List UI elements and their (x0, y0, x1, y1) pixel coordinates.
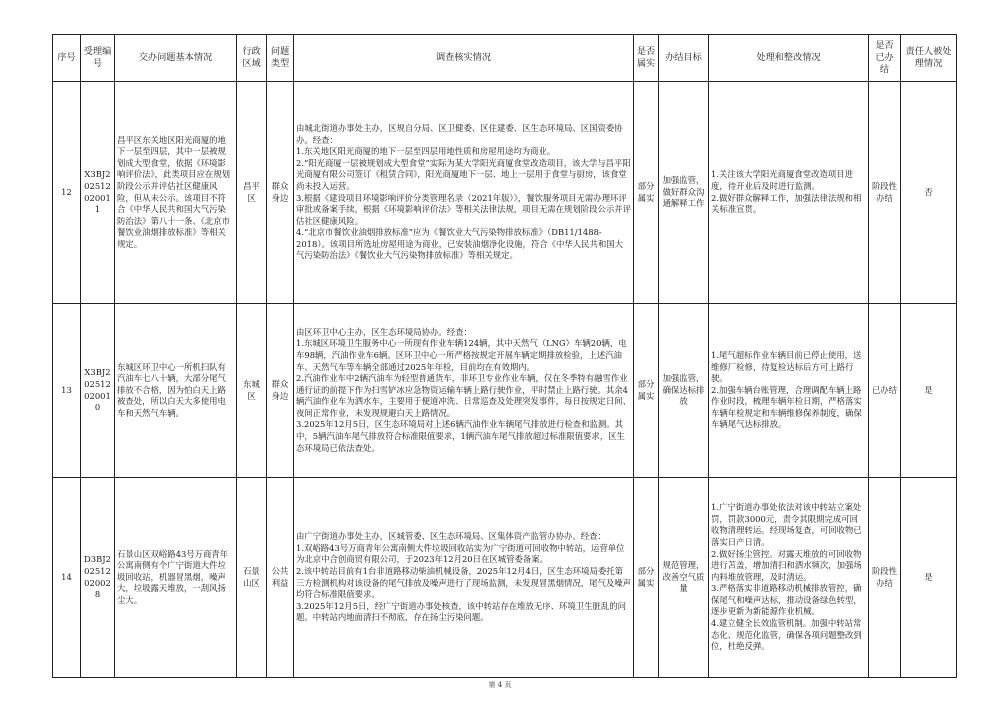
header-case-no: 受理编号 (81, 35, 115, 82)
header-seq: 序号 (53, 35, 81, 82)
cell-closed: 阶段性办结 (869, 82, 901, 304)
case-no-text: D3BJ202512020028 (84, 554, 111, 600)
header-handling: 处理和整改情况 (709, 35, 869, 82)
cell-problem: 石景山区双峪路43号万商青年公寓南侧有个广宁街道大件垃圾回收站，机器冒黑烟，噪声大，垃圾露天堆放，一刮风扬尘大。 (115, 478, 237, 678)
cell-seq: 13 (53, 304, 81, 478)
cell-goal: 规范管理，改善空气质量 (659, 478, 709, 678)
inspection-table (52, 34, 957, 678)
cell-closed: 阶段性办结 (869, 478, 901, 678)
cell-problem: 东城区环卫中心一所机扫队有汽油车七八十辆，大部分尾气排放不合格，因为怕白天上路被查处，所以白天大多使用电车和天然气车辆。 (115, 304, 237, 478)
cell-district: 石景山区 (237, 478, 267, 678)
cell-handling: 1.关注该大学阳光商厦食堂改造项目进度，待开业后及时进行监测。 2.做好群众解释工作，加强法律法规和相关标准宣贯。 (709, 82, 869, 304)
case-no-text: X3BJ202512020011 (84, 169, 111, 215)
cell-verified: 部分属实 (634, 304, 659, 478)
cell-closed: 已办结 (869, 304, 901, 478)
cell-accountability: 是 (901, 304, 957, 478)
cell-accountability: 是 (901, 478, 957, 678)
cell-case-no (81, 304, 115, 478)
page-number: 第 4 页 (488, 681, 512, 689)
case-no-text: X3BJ202512020010 (84, 367, 111, 413)
table-row (53, 82, 957, 304)
header-district: 行政区域 (237, 35, 267, 82)
cell-district: 昌平区 (237, 82, 267, 304)
cell-investigation: 由广宁街道办事处主办，区城管委、区生态环境局、区集体资产监管办协办。经查： 1.双峪路43号万商青年公寓南侧大件垃圾回收站实为广宁街道可回收物中转站，运营单位为北京中合创商贸有限公司，于2023年12月20日在区城管委备案。 2.该中转站目前有1台非道路移动柴油机械设备，2025年12月4日，区生态环境局委托第三方检测机构对该设备的尾气排放及噪声进行了现场监测，未发现冒黑烟情况，尾气及噪声均符合标准限值要求。 3.2025年12月5日，经广宁街道办事处核查，该中转站存在堆放无序、环境卫生脏乱的问题。中转站内地面清扫不彻底，存在扬尘污染问题。 (294, 478, 634, 678)
cell-district: 东城区 (237, 304, 267, 478)
cell-type: 公共利益 (267, 478, 294, 678)
cell-goal: 加强监管，做好群众沟通解释工作 (659, 82, 709, 304)
table-row (53, 478, 957, 678)
header-investigation: 调查核实情况 (294, 35, 634, 82)
cell-investigation: 由城北街道办事处主办，区规自分局、区卫健委、区住建委、区生态环境局、区国资委协办。经查： 1.东关地区阳光商厦的地下一层至四层用地性质和房屋用途均为商业。 2.“阳光商厦一层被规划成大型食堂”实际为某大学阳光商厦食堂改造项目，该大学与昌平阳光商厦有限公司签订《租赁合同》，阳光商厦地下一层、地上一层用于食堂与厨房，该食堂尚未投入运营。 3.根据《建设项目环境影响评价分类管理名录（2021年版）》，餐饮服务项目无需办理环评审批或备案手续，根据《环境影响评价法》等相关法律法规，项目无需在规划阶段公示并评估社区健康风险。 4.“北京市餐饮业油烟排放标准”应为《餐饮业大气污染物排放标准》（DB11/1488-2018）。该项目所选址房屋用途为商业，已安装油烟净化设施，符合《中华人民共和国大气污染防治法》《餐饮业大气污染物排放标准》等相关规定。 (294, 82, 634, 304)
header-type: 问题类型 (267, 35, 294, 82)
cell-accountability: 否 (901, 82, 957, 304)
cell-verified: 部分属实 (634, 478, 659, 678)
cell-handling: 1.尾气超标作业车辆目前已停止使用，送维修厂检修，待复检达标后方可上路行驶。 2.加强车辆台账管理，合理调配车辆上路作业时段，梳理车辆年检日期，严格落实车辆年检规定和车辆维修保养制度，确保车辆尾气达标排放。 (709, 304, 869, 478)
table-row (53, 304, 957, 478)
header-row (53, 35, 957, 82)
cell-handling: 1.广宁街道办事处依法对该中转站立案处罚，罚款3000元，责令其限期完成可回收物清理转运。经现场复查，可回收物已落实日产日清。 2.做好扬尘管控。对露天堆放的可回收物进行苫盖，增加清扫和洒水频次，加强场内料堆放管理，及时清运。 3.严格落实非道路移动机械排放管控，确保尾气和噪声达标，推动设备绿色转型，逐步更新为新能源作业机械。 4.建立健全长效监管机制。加强中转站常态化、规范化监管，确保各项问题整改到位，杜绝反弹。 (709, 478, 869, 678)
cell-investigation: 由区环卫中心主办，区生态环境局协办。经查： 1.东城区环境卫生服务中心一所现有作业车辆124辆，其中天然气（LNG）车辆20辆，电车98辆，汽油作业车6辆。区环卫中心一所严格按规定开展车辆定期排放检验，上述汽油车、天然气车等车辆全部通过2025年年检，目前均在有效期内。 2.汽油作业车中2辆汽油车为轻型普通货车，非环卫专业作业车辆，仅在冬季特有融雪作业通行证的前提下作为扫雪铲冰应急物资运输车辆上路行驶作业，平时禁止上路行驶。其余4辆汽油作业车为洒水车，主要用于便道冲洗、日常巡查及处理突发事件，每日按规定日间、夜间正常作业，未发现规避白天上路情况。 3.2025年12月5日，区生态环境局对上述6辆汽油作业车辆尾气排放进行检查和监测。其中，5辆汽油车尾气排放符合标准限值要求，1辆汽油车尾气排放超过标准限值要求，区生态环境局已依法查处。 (294, 304, 634, 478)
cell-verified: 部分属实 (634, 82, 659, 304)
header-accountability: 责任人被处理情况 (901, 35, 957, 82)
cell-seq: 14 (53, 478, 81, 678)
cell-problem: 昌平区东关地区阳光商厦的地下一层至四层，其中一层被规划成大型食堂，依据《环境影响评价法》，此类项目应在规划阶段公示并评估社区健康风险，但从未公示。该项目不符合《中华人民共和国大气污染防治法》第八十一条、《北京市餐饮业油烟排放标准》等相关规定。 (115, 82, 237, 304)
header-verified: 是否属实 (634, 35, 659, 82)
cell-type: 群众身边 (267, 304, 294, 478)
cell-type: 群众身边 (267, 82, 294, 304)
cell-goal: 加强监管，确保达标排放 (659, 304, 709, 478)
cell-case-no (81, 478, 115, 678)
header-goal: 办结目标 (659, 35, 709, 82)
cell-seq: 12 (53, 82, 81, 304)
cell-case-no (81, 82, 115, 304)
header-closed: 是否已办结 (869, 35, 901, 82)
header-problem: 交办问题基本情况 (115, 35, 237, 82)
